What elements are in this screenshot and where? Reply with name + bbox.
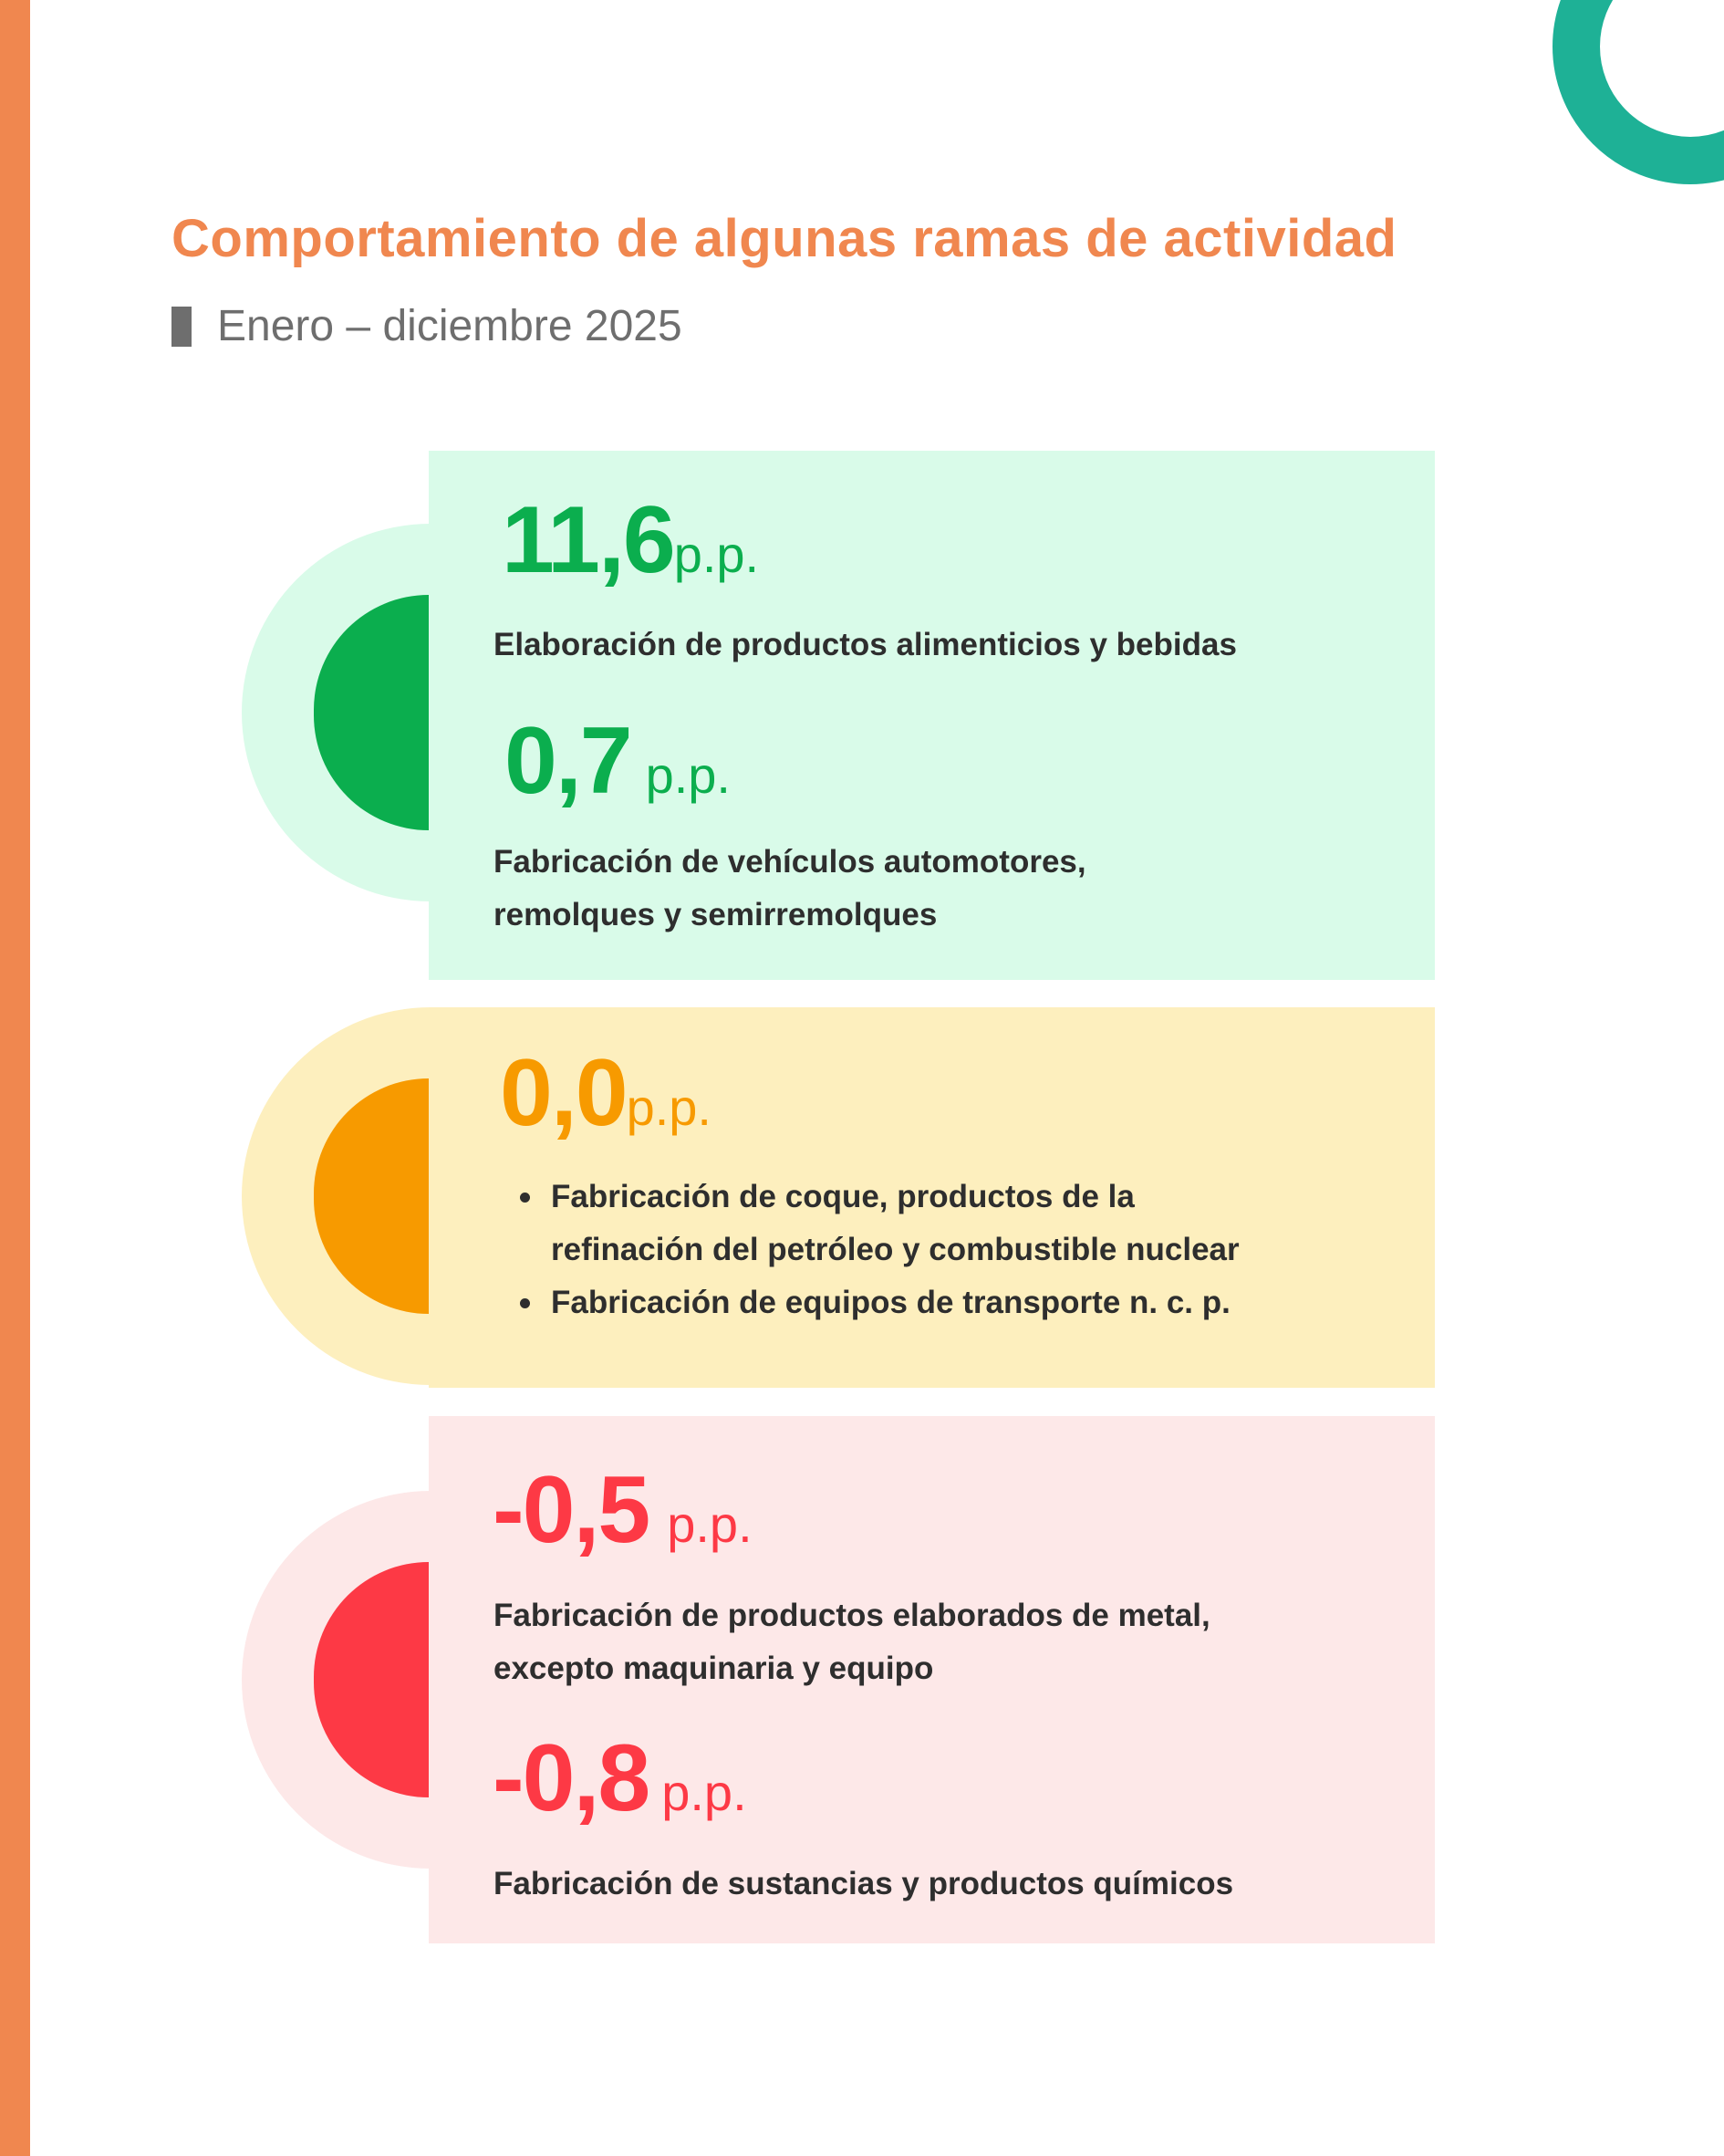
value-number: -0,8: [493, 1725, 649, 1831]
description-line: Fabricación de sustancias y productos químicos: [493, 1866, 1234, 1901]
left-accent-stripe: [0, 0, 30, 2156]
value-unit: p.p.: [626, 1078, 711, 1136]
bullet-line: Fabricación de coque, productos de la: [551, 1179, 1135, 1214]
positive-description-2: [493, 836, 1086, 942]
description-line: Elaboración de productos alimenticios y bebidas: [493, 627, 1237, 662]
subtitle-marker-icon: [171, 307, 192, 347]
neutral-bullet-list: [516, 1171, 1240, 1329]
period-label: Enero – diciembre 2025: [217, 302, 682, 350]
value-unit: p.p.: [645, 746, 731, 804]
value-unit: p.p.: [661, 1764, 747, 1821]
description-line: Fabricación de productos elaborados de metal,: [493, 1598, 1210, 1633]
description-line: Fabricación de vehículos automotores,: [493, 844, 1086, 880]
neutral-bullet-item: [516, 1276, 1240, 1329]
value-number: 0,0: [500, 1040, 627, 1146]
bullet-dot-icon: [520, 1298, 530, 1308]
description-line: remolques y semirremolques: [493, 897, 938, 932]
bullet-dot-icon: [520, 1193, 530, 1203]
bullet-line: Fabricación de equipos de transporte n. c. p.: [551, 1285, 1231, 1320]
bullet-line: refinación del petróleo y combustible nuclear: [551, 1232, 1240, 1267]
negative-value-1: [493, 1457, 753, 1563]
decorative-ring-icon: [1553, 0, 1724, 184]
description-line: excepto maquinaria y equipo: [493, 1651, 934, 1686]
negative-description-2: [493, 1858, 1233, 1911]
neutral-value: [500, 1040, 711, 1146]
value-unit: p.p.: [673, 526, 760, 583]
page-title: Comportamiento de algunas ramas de actividad: [171, 209, 1397, 268]
value-unit: p.p.: [667, 1495, 753, 1553]
period-subtitle: [171, 301, 682, 351]
value-number: 11,6: [502, 487, 674, 593]
positive-value-2: [504, 708, 731, 814]
positive-description-1: [493, 619, 1237, 672]
value-number: -0,5: [493, 1457, 649, 1563]
negative-description-1: [493, 1589, 1210, 1695]
value-number: 0,7: [504, 708, 631, 814]
negative-value-2: [493, 1725, 747, 1831]
neutral-bullet-item: [516, 1171, 1240, 1276]
positive-value-1: [502, 487, 760, 593]
